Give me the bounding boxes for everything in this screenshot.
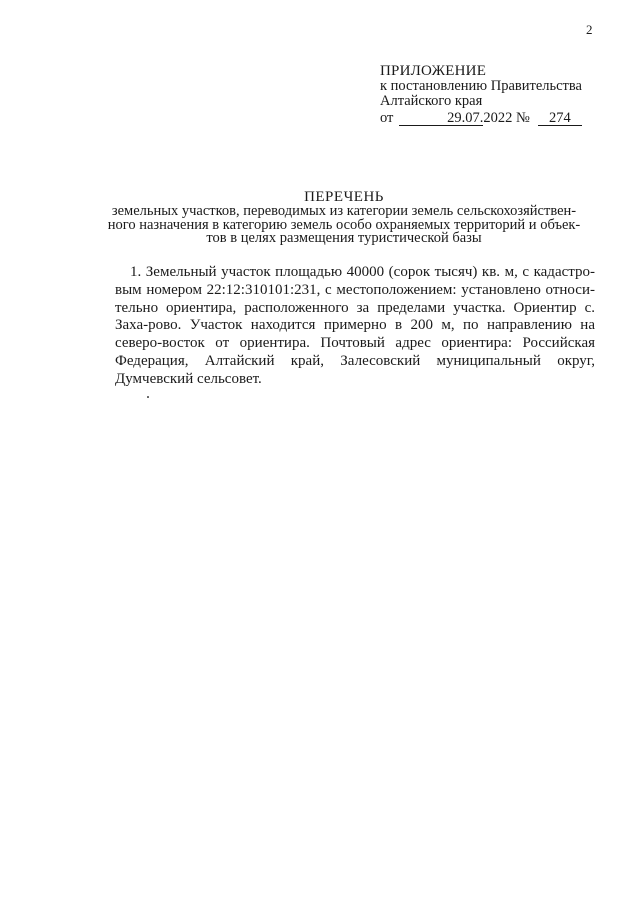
number-sign: № xyxy=(516,110,530,126)
number-value: 274 xyxy=(549,110,571,126)
appendix-title: ПРИЛОЖЕНИЕ xyxy=(380,63,487,79)
year-value: 2022 xyxy=(483,110,513,126)
heading-title: ПЕРЕЧЕНЬ xyxy=(304,189,384,205)
appendix-line-2: Алтайского края xyxy=(380,93,483,109)
number-field xyxy=(538,111,582,126)
date-field xyxy=(399,111,483,126)
heading-line-2: ного назначения в категорию земель особо охраняемых территорий и объек- xyxy=(107,216,581,233)
heading-line-1: земельных участков, переводимых из категории земель сельскохозяйствен- xyxy=(111,203,577,219)
stray-dot xyxy=(147,396,149,398)
body-paragraph-1: 1. Земельный участок площадью 40000 (сорок тысяч) кв. м, с кадастро-вым номером 22:12:310101:231, с местоположением: установлено относи-тельно ориентира, расположенного за пределами участка. Ориентир с. Заха-рово. Участок находится примерно в 200 м, по направлению на северо-восток от ориентира. Почтовый адрес ориентира: Российская Федерация, Алтайский край, Залесовский муниципальный округ, Думчевский сельсовет. xyxy=(115,264,595,387)
appendix-date-line xyxy=(380,111,620,126)
appendix-block xyxy=(380,64,620,126)
date-value: 29.07. xyxy=(447,110,484,126)
page-number: 2 xyxy=(586,22,593,37)
heading-line-3: тов в целях размещения туристической базы xyxy=(206,230,482,246)
document-heading xyxy=(80,189,608,246)
date-prefix: от xyxy=(380,110,394,126)
appendix-line-1: к постановлению Правительства xyxy=(380,78,582,94)
